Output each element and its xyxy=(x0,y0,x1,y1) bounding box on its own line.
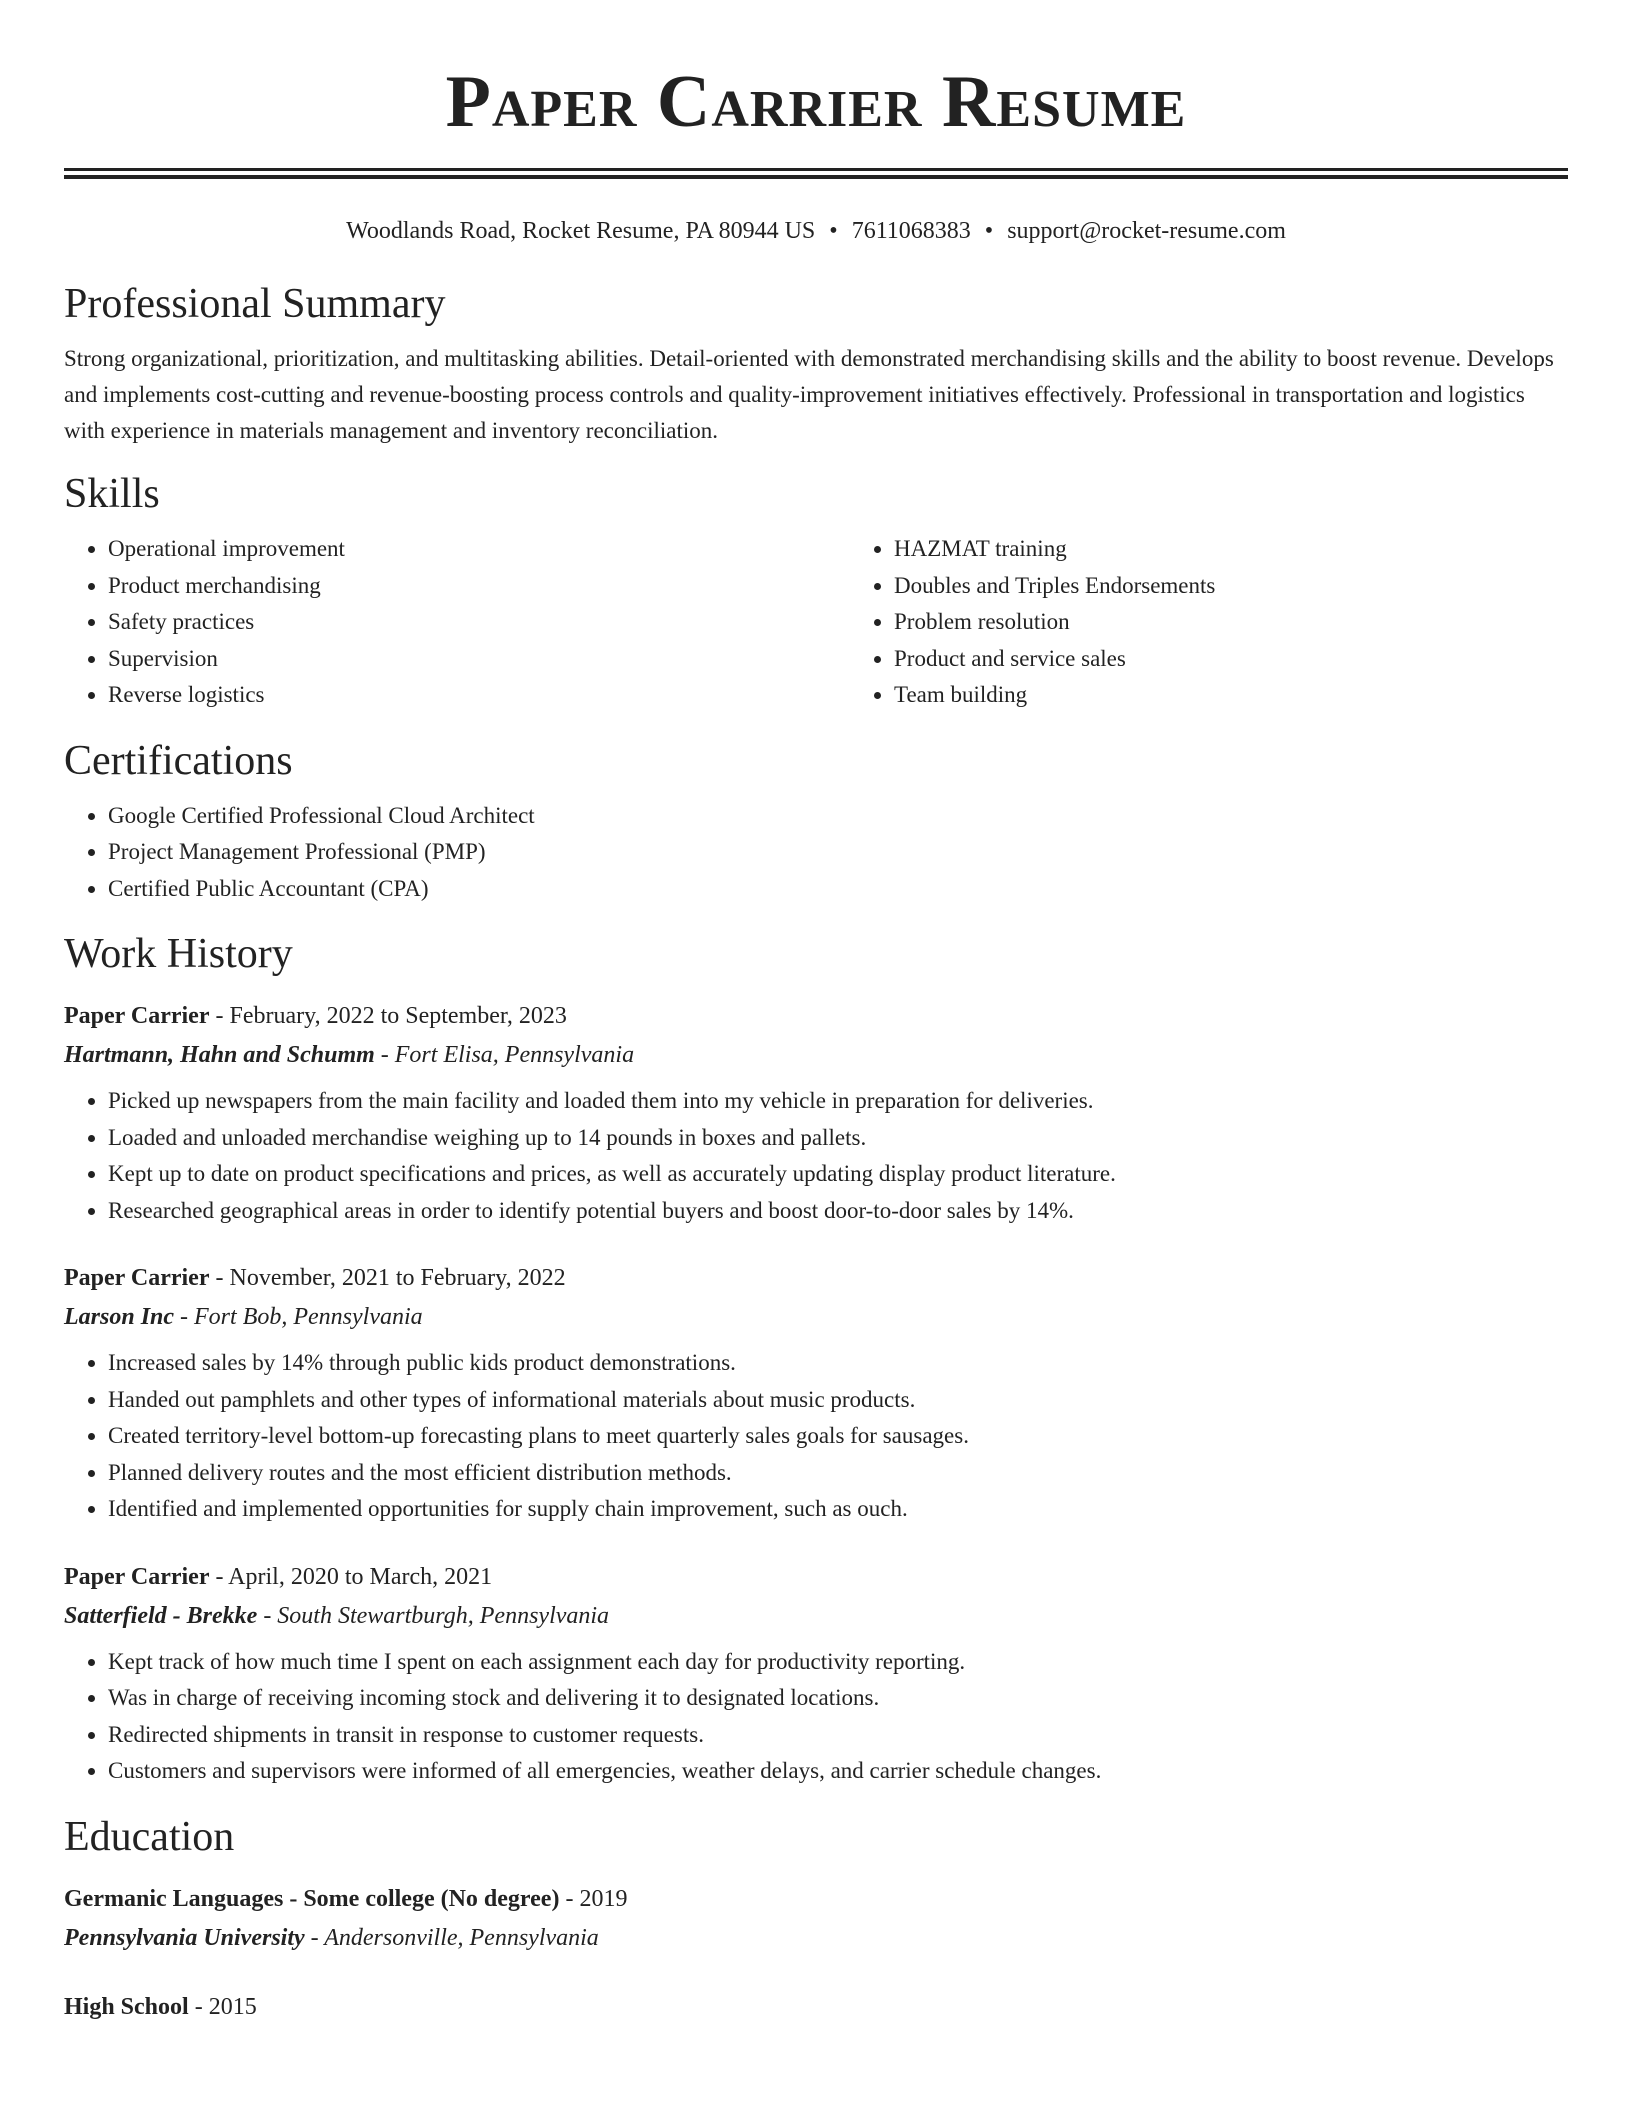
education-school-line xyxy=(64,1918,1568,1958)
job-bullet: • Kept up to date on product specifications and prices, as well as accurately updating display product literature. xyxy=(108,1156,1568,1193)
job-entry xyxy=(64,1558,1568,1790)
certifications-section xyxy=(64,734,1568,908)
education-year: - 2019 xyxy=(559,1885,628,1912)
skills-list-left xyxy=(64,531,850,714)
job-bullet: • Identified and implemented opportunities for supply chain improvement, such as ouch. xyxy=(108,1491,1568,1528)
job-bullet: • Loaded and unloaded merchandise weighing up to 14 pounds in boxes and pallets. xyxy=(108,1120,1568,1157)
skill-item: • Safety practices xyxy=(108,604,850,641)
education-degree-line xyxy=(64,1988,1568,2026)
job-bullet: • Picked up newspapers from the main facility and loaded them into my vehicle in preparation for deliveries. xyxy=(108,1083,1568,1120)
resume-title: Paper Carrier Resume xyxy=(445,61,1187,143)
job-entry xyxy=(64,997,1568,1229)
contact-separator: • xyxy=(829,218,838,244)
certification-item: • Google Certified Professional Cloud Architect xyxy=(108,798,1568,835)
job-dates: - April, 2020 to March, 2021 xyxy=(209,1563,493,1590)
education-entry xyxy=(64,1880,1568,1958)
skills-list-right xyxy=(850,531,1568,714)
skill-item: • Supervision xyxy=(108,641,850,678)
certifications-heading: Certifications xyxy=(64,737,293,784)
contact-separator: • xyxy=(984,218,994,244)
job-title: Paper Carrier xyxy=(64,1563,210,1590)
job-bullets xyxy=(64,1083,1568,1229)
education-location: - Andersonville, Pennsylvania xyxy=(304,1924,599,1951)
job-company-line xyxy=(64,1596,1568,1636)
job-bullet: • Researched geographical areas in order to identify potential buyers and boost door-to-door sales by 14%. xyxy=(108,1193,1568,1230)
title-divider xyxy=(64,168,1568,179)
skills-section xyxy=(64,467,1568,714)
contact-email: support@rocket-resume.com xyxy=(1007,218,1286,244)
job-title-line xyxy=(64,997,1568,1035)
skill-item: • Product merchandising xyxy=(108,568,850,605)
work-history-heading: Work History xyxy=(64,931,293,977)
job-company-line xyxy=(64,1035,1568,1075)
job-dates: - November, 2021 to February, 2022 xyxy=(209,1265,566,1291)
job-bullets xyxy=(64,1345,1568,1528)
certification-item: • Certified Public Accountant (CPA) xyxy=(108,871,1568,908)
education-degree: Germanic Languages - Some college (No degree) xyxy=(64,1885,560,1912)
skill-item: • Reverse logistics xyxy=(108,677,850,714)
job-bullet: • Handed out pamphlets and other types of informational materials about music products. xyxy=(108,1382,1568,1419)
job-company: Hartmann, Hahn and Schumm xyxy=(64,1042,375,1068)
skill-item: • Operational improvement xyxy=(108,531,850,568)
job-title-line xyxy=(64,1259,1568,1297)
job-title-line xyxy=(64,1558,1568,1596)
education-year: - 2015 xyxy=(188,1993,257,2020)
job-bullet: • Kept track of how much time I spent on each assignment each day for productivity reporting. xyxy=(108,1644,1568,1681)
job-company-line xyxy=(64,1297,1568,1337)
job-bullet: • Customers and supervisors were informed of all emergencies, weather delays, and carrier schedule changes. xyxy=(108,1753,1568,1790)
skill-item: • Doubles and Triples Endorsements xyxy=(894,568,1568,605)
summary-section xyxy=(64,277,1568,449)
job-bullets xyxy=(64,1644,1568,1790)
work-history-section xyxy=(64,927,1568,1790)
skill-item: • Product and service sales xyxy=(894,641,1568,678)
summary-text: Strong organizational, prioritization, and multitasking abilities. Detail-oriented with demonstrated merchandising skills and the ability to boost revenue. Develops and implements cost-cutting and revenue-boosting process controls and quality-improvement initiatives effectively. Professional in transportation and logistics with experience in materials management and inventory reconciliation. xyxy=(64,346,1554,443)
job-dates: - February, 2022 to September, 2023 xyxy=(209,1003,567,1029)
contact-phone: 7611068383 xyxy=(851,218,971,244)
job-bullet: • Was in charge of receiving incoming stock and delivering it to designated locations. xyxy=(108,1680,1568,1717)
education-heading: Education xyxy=(64,1813,235,1860)
education-degree-line xyxy=(64,1880,1568,1918)
job-location: - Fort Elisa, Pennsylvania xyxy=(374,1042,635,1068)
job-bullet: • Planned delivery routes and the most efficient distribution methods. xyxy=(108,1455,1568,1492)
education-school: Pennsylvania University xyxy=(64,1924,305,1951)
education-degree: High School xyxy=(64,1993,189,2020)
skill-item: • HAZMAT training xyxy=(894,531,1568,568)
job-bullet: • Increased sales by 14% through public kids product demonstrations. xyxy=(108,1345,1568,1382)
job-location: - South Stewartburgh, Pennsylvania xyxy=(257,1602,610,1629)
contact-line xyxy=(64,213,1568,249)
certifications-list xyxy=(64,798,1568,908)
job-company: Satterfield - Brekke xyxy=(64,1602,258,1629)
job-entry xyxy=(64,1259,1568,1528)
summary-heading: Professional Summary xyxy=(64,281,446,327)
skill-item: • Problem resolution xyxy=(894,604,1568,641)
contact-address: Woodlands Road, Rocket Resume, PA 80944 US xyxy=(346,218,816,244)
job-location: - Fort Bob, Pennsylvania xyxy=(174,1304,423,1330)
job-title: Paper Carrier xyxy=(64,1265,210,1291)
certification-item: • Project Management Professional (PMP) xyxy=(108,834,1568,871)
job-bullet: • Created territory-level bottom-up forecasting plans to meet quarterly sales goals for sausages. xyxy=(108,1418,1568,1455)
skills-heading: Skills xyxy=(64,471,160,517)
job-title: Paper Carrier xyxy=(64,1003,210,1029)
skills-columns xyxy=(64,521,1568,714)
skill-item: • Team building xyxy=(894,677,1568,714)
education-section xyxy=(64,1810,1568,2026)
education-entry xyxy=(64,1988,1568,2026)
job-bullet: • Redirected shipments in transit in response to customer requests. xyxy=(108,1717,1568,1754)
job-company: Larson Inc xyxy=(64,1304,175,1330)
